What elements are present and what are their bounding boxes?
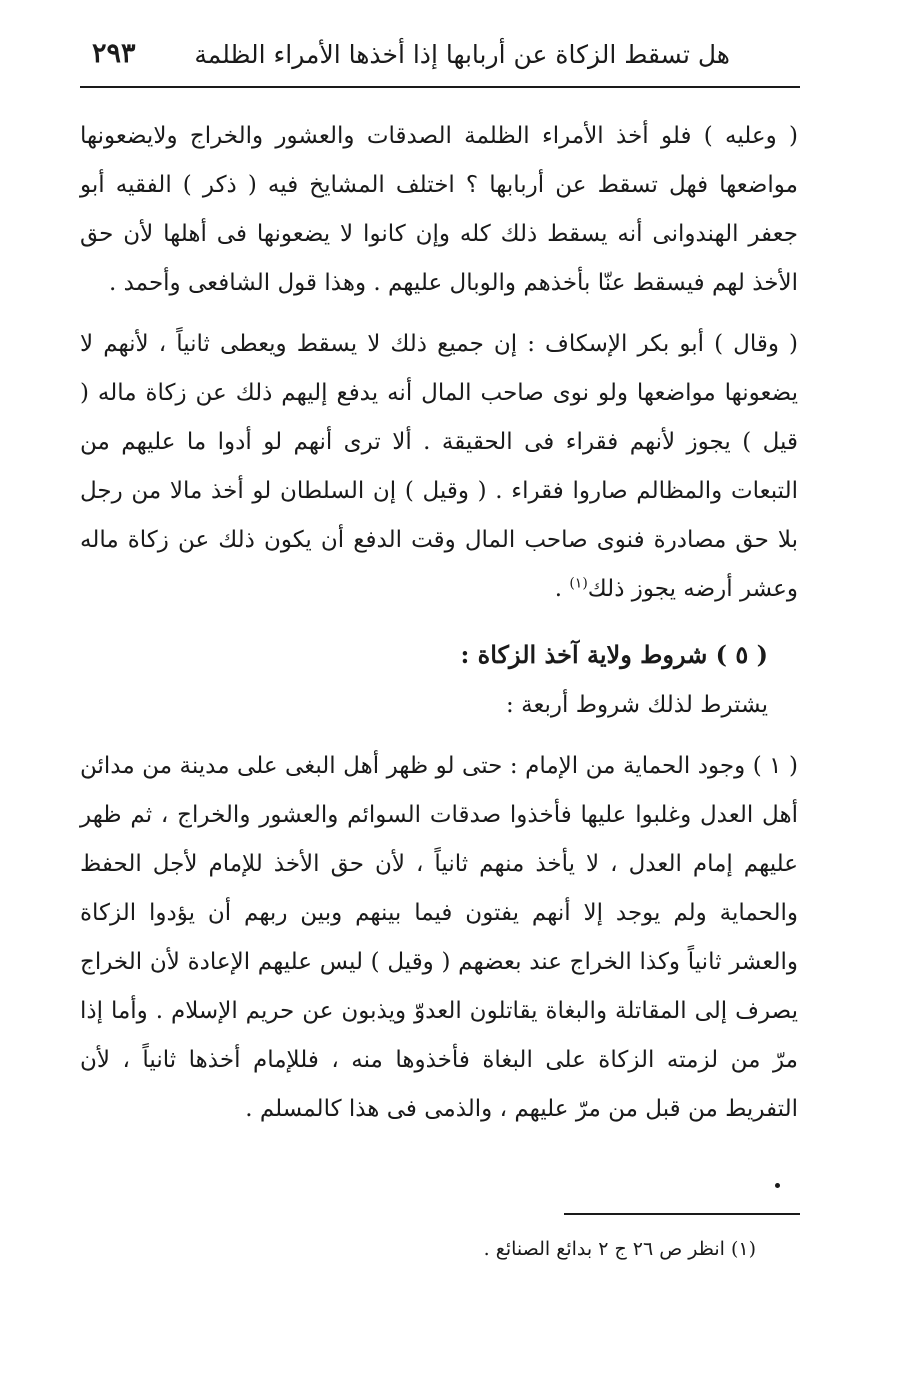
paragraph-3: يشترط لذلك شروط أربعة : [506, 692, 768, 718]
page-number: ٢٩٣ [92, 38, 136, 69]
page-header [80, 34, 800, 88]
paragraph-2-end: . [554, 576, 570, 602]
main-text [80, 112, 798, 1134]
stray-dot [775, 1183, 780, 1188]
paragraph-4: ( ١ ) وجود الحماية من الإمام : حتى لو ظهر أهل البغى على مدينة من مدائن أهل العدل وغلبوا عليها فأخذوا صدقات السوائم والعشور والخراج ، ثم ظهر عليهم إمام العدل ، لا يأخذ منهم ثانياً ، لأن حق الأخذ للإمام لأجل الحفظ والحماية ولم يوجد إلا أنهم يفتون فيما بينهم وبين ربهم أن يؤدوا الزكاة والعشر ثانياً وكذا الخراج عند بعضهم ( وقيل ) ليس عليهم الإعادة لأن الخراج يصرف إلى المقاتلة والبغاة يقاتلون العدوّ ويذبون عن حريم الإسلام . وأما إذا مرّ من لزمته الزكاة على البغاة فأخذوها منه ، فللإمام أخذها ثانياً ، لأن التفريط من قبل من مرّ عليهم ، والذمى فى هذا كالمسلم . [80, 753, 798, 1122]
section-heading: ( ٥ ) شروط ولاية آخذ الزكاة : [460, 640, 768, 669]
running-title: هل تسقط الزكاة عن أربابها إذا أخذها الأمراء الظلمة [194, 40, 730, 69]
paragraph-2 [80, 320, 798, 614]
footnote: (١) انظر ص ٢٦ ج ٢ بدائع الصنائع . [483, 1238, 756, 1260]
paragraph-2-text: ( وقال ) أبو بكر الإسكاف : إن جميع ذلك لا يسقط ويعطى ثانياً ، لأنهم لا يضعونها مواضعها ولو نوى صاحب المال أنه يدفع إليهم ذلك عن زكاة ماله ( قيل ) يجوز لأنهم فقراء فى الحقيقة . ألا ترى أنهم لو أدوا ما عليهم من التبعات والمظالم صاروا فقراء . ( وقيل ) إن السلطان لو أخذ مالا من رجل بلا حق مصادرة فنوى صاحب المال وقت الدفع أن يكون ذلك عن زكاة ماله وعشر أرضه يجوز ذلك [80, 331, 798, 602]
paragraph-1: ( وعليه ) فلو أخذ الأمراء الظلمة الصدقات والعشور والخراج ولايضعونها مواضعها فهل تسقط عن أربابها ؟ اختلف المشايخ فيه ( ذكر ) الفقيه أبو جعفر الهندوانى أنه يسقط ذلك كله وإن كانوا لا يضعونها فى أهلها لأن حق الأخذ لهم فيسقط عنّا بأخذهم والوبال عليهم . وهذا قول الشافعى وأحمد . [80, 123, 798, 296]
footnote-divider [564, 1213, 800, 1215]
footnote-reference: (١) [569, 575, 588, 592]
